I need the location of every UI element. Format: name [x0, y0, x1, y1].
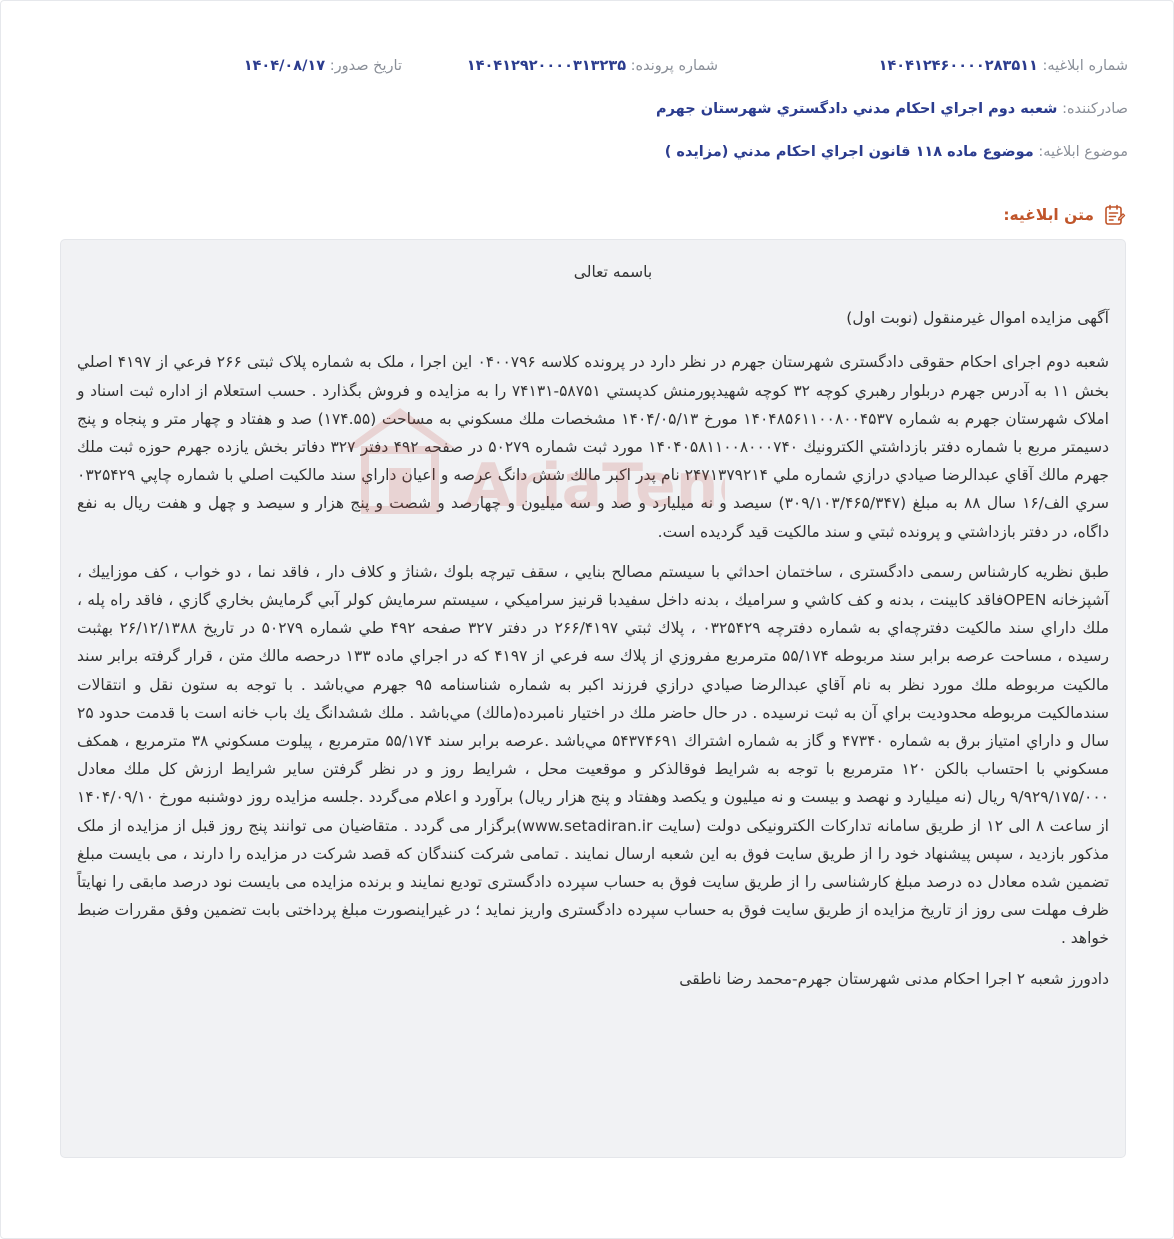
notice-body [77, 258, 1109, 993]
case-number-label: شماره پرونده: [630, 58, 718, 74]
notice-paragraph-2: طبق نظریه کارشناس رسمی دادگستری ، ساختمان احداثي با سيستم مصالح بنايي ، سقف تيرچه بلوك ،شناژ و كلاف دار ، فاقد نما ، دو خواب ، كف موزاييك ، آشپزخانه OPENفاقد كابينت ، بدنه و كف كاشي و سراميك ، بدنه داخل سفيدبا قرنيز سراميكي ، سيستم سرمايش كولر آبي گرمايش بخاري گازي ، فاقد راه پله ، ملك داراي سند مالكيت دفترچه‌اي به شماره دفترچه ۰۳۲۵۴۲۹ ، پلاك ثبتي ۲۶۶/۴۱۹۷ در دفتر ۳۲۷ صفحه ۴۹۲ طي شماره ۵۰۲۷۹ در تاريخ ۲۶/۱۲/۱۳۸۸ بهثبت رسيده ، مساحت عرصه برابر سند مربوطه ۵۵/۱۷۴ مترمربع مفروزي از پلاك سه فرعي از ۴۱۹۷ كه در اجراي ماده ۱۳۳ درحصه مالك متن ، قرار گرفته برابر سند مالكيت مربوطه ملك مورد نظر به نام آقاي عبدالرضا صيادي درازي فرزند اكبر به شماره شناسنامه ۹۵ جهرم مي‌باشد . با توجه به ستون نقل و انتقالات سندمالكيت مربوطه محدوديت براي آن به ثبت نرسيده . در حال حاضر ملك در اختيار نامبرده(مالك) مي‌باشد . ملك ششدانگ يك باب خانه است با قدمت حدود ۲۵ سال و داراي امتياز برق به شماره ۴۷۳۴۰ و گاز به شماره اشتراك ۵۴۳۷۴۶۹۱ مي‌باشد .عرصه برابر سند ۵۵/۱۷۴ مترمربع ، پيلوت مسكوني ۳۸ مترمربع ، همكف مسكوني با احتساب بالكن ۱۲۰ مترمربع با توجه به شرايط فوقالذكر و موقعيت محل ، شرايط روز و در نظر گرفتن ساير شرايط ارزش كل ملك معادل ۹/۹۲۹/۱۷۵/۰۰۰ ريال (نه ميليارد و نهصد و بيست و نه ميليون و يكصد وهفتاد و پنج هزار ريال) برآورد و اعلام می‌گردد .جلسه مزایده روز دوشنبه مورخ ۱۴۰۴/۰۹/۱۰ از ساعت ۸ الی ۱۲ از طریق سامانه تدارکات الکترونیکی دولت (سایت www.setadiran.ir)برگزار می گردد . متقاضیان می توانند پنج روز قبل از مزایده از ملک مذکور بازدید ، سپس پیشنهاد خود را از طریق سایت فوق به این شعبه ارسال نمایند . تمامی شرکت کنندگان که قصد شرکت در مزایده را دارند ، می بایست مبلغ تضمین شده معادل ده درصد مبلغ کارشناسی را از طریق سایت فوق به حساب سپرده دادگستری تودیع نمایند و برنده مزایده می بایست نود درصد مابقی را نهایتاً ظرف مهلت سی روز از تاریخ مزایده از طریق سایت فوق به حساب سپرده دادگستری واریز نماید ؛ در غیراینصورت مبلغ پرداختی بابت تضمین وفق مقررات ضبط خواهد . [77, 562, 1110, 948]
subject-label: موضوع ابلاغیه: [1038, 144, 1128, 160]
notice-content-box [60, 239, 1126, 1158]
subject-value: موضوع ماده ۱۱۸ قانون اجراي احكام مدني (مزايده ) [664, 144, 1034, 160]
notice-title: آگهی مزایده اموال غیرمنقول (نوبت اول) [846, 309, 1109, 328]
document-list-icon [1102, 203, 1126, 227]
issuer-row [46, 101, 1128, 117]
notice-salutation: باسمه تعالی [573, 263, 653, 281]
notice-number-label: شماره ابلاغیه: [1042, 58, 1128, 74]
section-title-text: متن ابلاغیه: [1003, 206, 1094, 224]
subject-row [46, 144, 1128, 160]
issuer-label: صادرکننده: [1062, 101, 1128, 117]
notice-number [879, 58, 1128, 74]
notice-paragraph-1: شعبه دوم اجرای احکام حقوقی دادگستری شهرستان جهرم در نظر دارد در پرونده کلاسه ۰۴۰۰۷۹۶ این اجرا ، ملک به شماره پلاک ثبتی ۲۶۶ فرعي از ۴۱۹۷ اصلي بخش ۱۱ به آدرس جهرم دربلوار رهبري كوچه ۳۲ كوچه شهيدپورمنش كدپستي ۵۸۷۵۱-۷۴۱۳۱ را به مزایده و فروش بگذارد . حسب استعلام از اداره ثبت اسناد و املاک شهرستان جهرم به شماره ۱۴۰۴۸۵۶۱۱۰۰۸۰۰۴۵۳۷ مورخ ۱۴۰۴/۰۵/۱۳ مشخصات ملك مسكوني به مساحت (۱۷۴.۵۵) صد و هفتاد و چهار متر و پنجاه و پنج دسيمتر مربع با شماره دفتر بازداشتي الكترونيك ۱۴۰۴۰۵۸۱۱۰۰۸۰۰۰۷۴۰ مورد ثبت شماره ۵۰۲۷۹ در صفحه ۴۹۲ دفتر ۳۲۷ دفاتر بخش يازده جهرم حوزه ثبت ملك جهرم مالك آقاي عبدالرضا صيادي درازي شماره ملي ۲۴۷۱۳۷۹۲۱۴ نام پدر اكبر مالك شش دانگ عرصه و اعيان داراي سند مالكيت اصلي با شماره چاپي ۰۳۲۵۴۲۹ سري الف/۱۶ سال ۸۸ به مبلغ (۳۰۹/۱۰۳/۴۶۵/۳۴۷) سيصد و نه ميليارد و صد و سه ميليون و چهارصد و شصت و پنج هزار و سيصد و چهل و هفت ريال به نفع داگاه، در دفتر بازداشتي و پرونده ثبتي و سند مالكيت قيد گرديده است. [77, 353, 1109, 541]
issue-date [244, 58, 402, 74]
case-number [467, 58, 718, 74]
notice-number-value: ۱۴۰۴۱۲۴۶۰۰۰۰۲۸۳۵۱۱ [878, 58, 1038, 74]
issuer-value: شعبه دوم اجراي احكام مدني دادگستري شهرستان جهرم [655, 101, 1058, 117]
notice-signature: دادورز شعبه ۲ اجرا احكام مدنی شهرستان جهرم-محمد رضا ناطقی [679, 969, 1109, 988]
issue-date-label: تاریخ صدور: [329, 58, 402, 74]
case-number-value: ۱۴۰۴۱۲۹۲۰۰۰۰۳۱۳۲۳۵ [466, 58, 627, 74]
section-title [1003, 203, 1126, 227]
issue-date-value: ۱۴۰۴/۰۸/۱۷ [243, 58, 326, 74]
header-meta-row [46, 58, 1128, 80]
